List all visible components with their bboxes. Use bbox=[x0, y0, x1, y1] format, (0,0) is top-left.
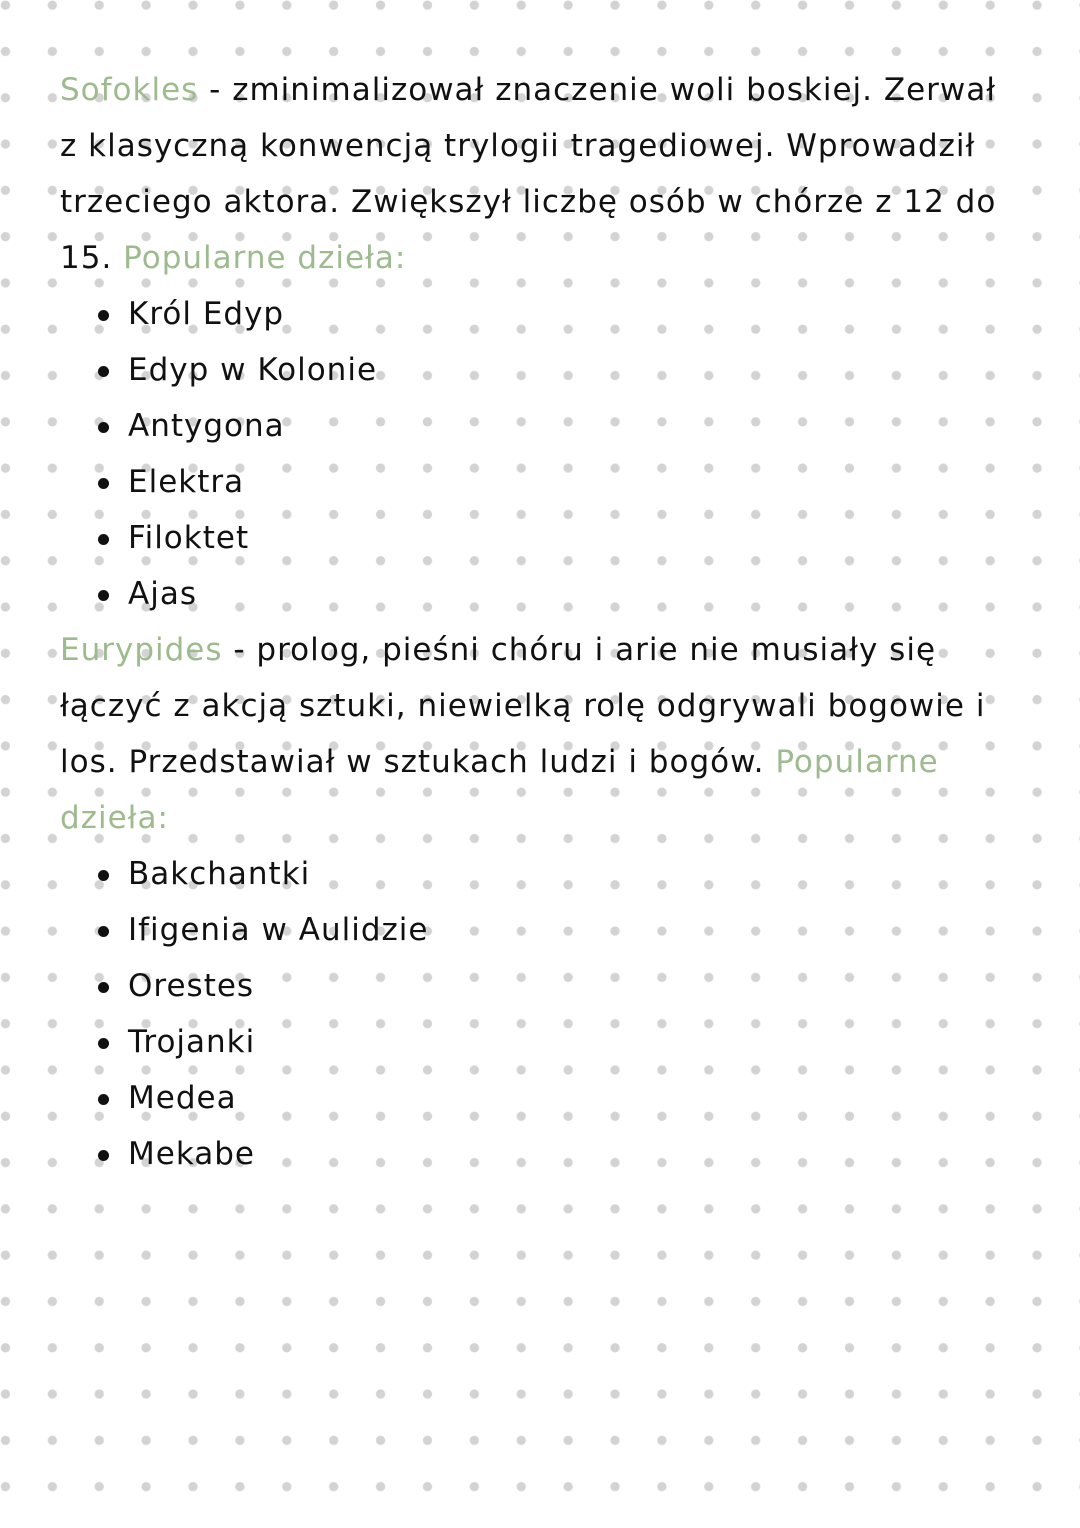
eurypides-works-list bbox=[60, 846, 1020, 1182]
list-item: Orestes bbox=[128, 958, 1020, 1014]
list-item: Ajas bbox=[128, 566, 1020, 622]
list-item: Mekabe bbox=[128, 1126, 1020, 1182]
list-item: Filoktet bbox=[128, 510, 1020, 566]
eurypides-description: - prolog, pieśni chóru i arie nie musiały się łączyć z akcją sztuki, niewielką rolę odgrywali bogowie i los. Przedstawiał w sztukach ludzi i bogów. bbox=[60, 632, 986, 780]
sofokles-description: - zminimalizował znaczenie woli boskiej. Zerwał z klasyczną konwencją trylogii tragediowej. Wprowadził trzeciego aktora. Zwiększył liczbę osób w chórze z 12 do 15. bbox=[60, 72, 997, 276]
list-item: Edyp w Kolonie bbox=[128, 342, 1020, 398]
sofokles-heading: Sofokles bbox=[60, 72, 199, 108]
sofokles-works-label: Popularne dzieła: bbox=[123, 240, 407, 276]
list-item: Bakchantki bbox=[128, 846, 1020, 902]
eurypides-paragraph bbox=[60, 622, 1020, 846]
sofokles-paragraph bbox=[60, 62, 1020, 286]
list-item: Ifigenia w Aulidzie bbox=[128, 902, 1020, 958]
eurypides-heading: Eurypides bbox=[60, 632, 223, 668]
sofokles-works-list bbox=[60, 286, 1020, 622]
list-item: Król Edyp bbox=[128, 286, 1020, 342]
list-item: Elektra bbox=[128, 454, 1020, 510]
list-item: Antygona bbox=[128, 398, 1020, 454]
list-item: Medea bbox=[128, 1070, 1020, 1126]
list-item: Trojanki bbox=[128, 1014, 1020, 1070]
note-page bbox=[60, 62, 1020, 1182]
eurypides-works-label: Popularne dzieła: bbox=[60, 744, 939, 836]
